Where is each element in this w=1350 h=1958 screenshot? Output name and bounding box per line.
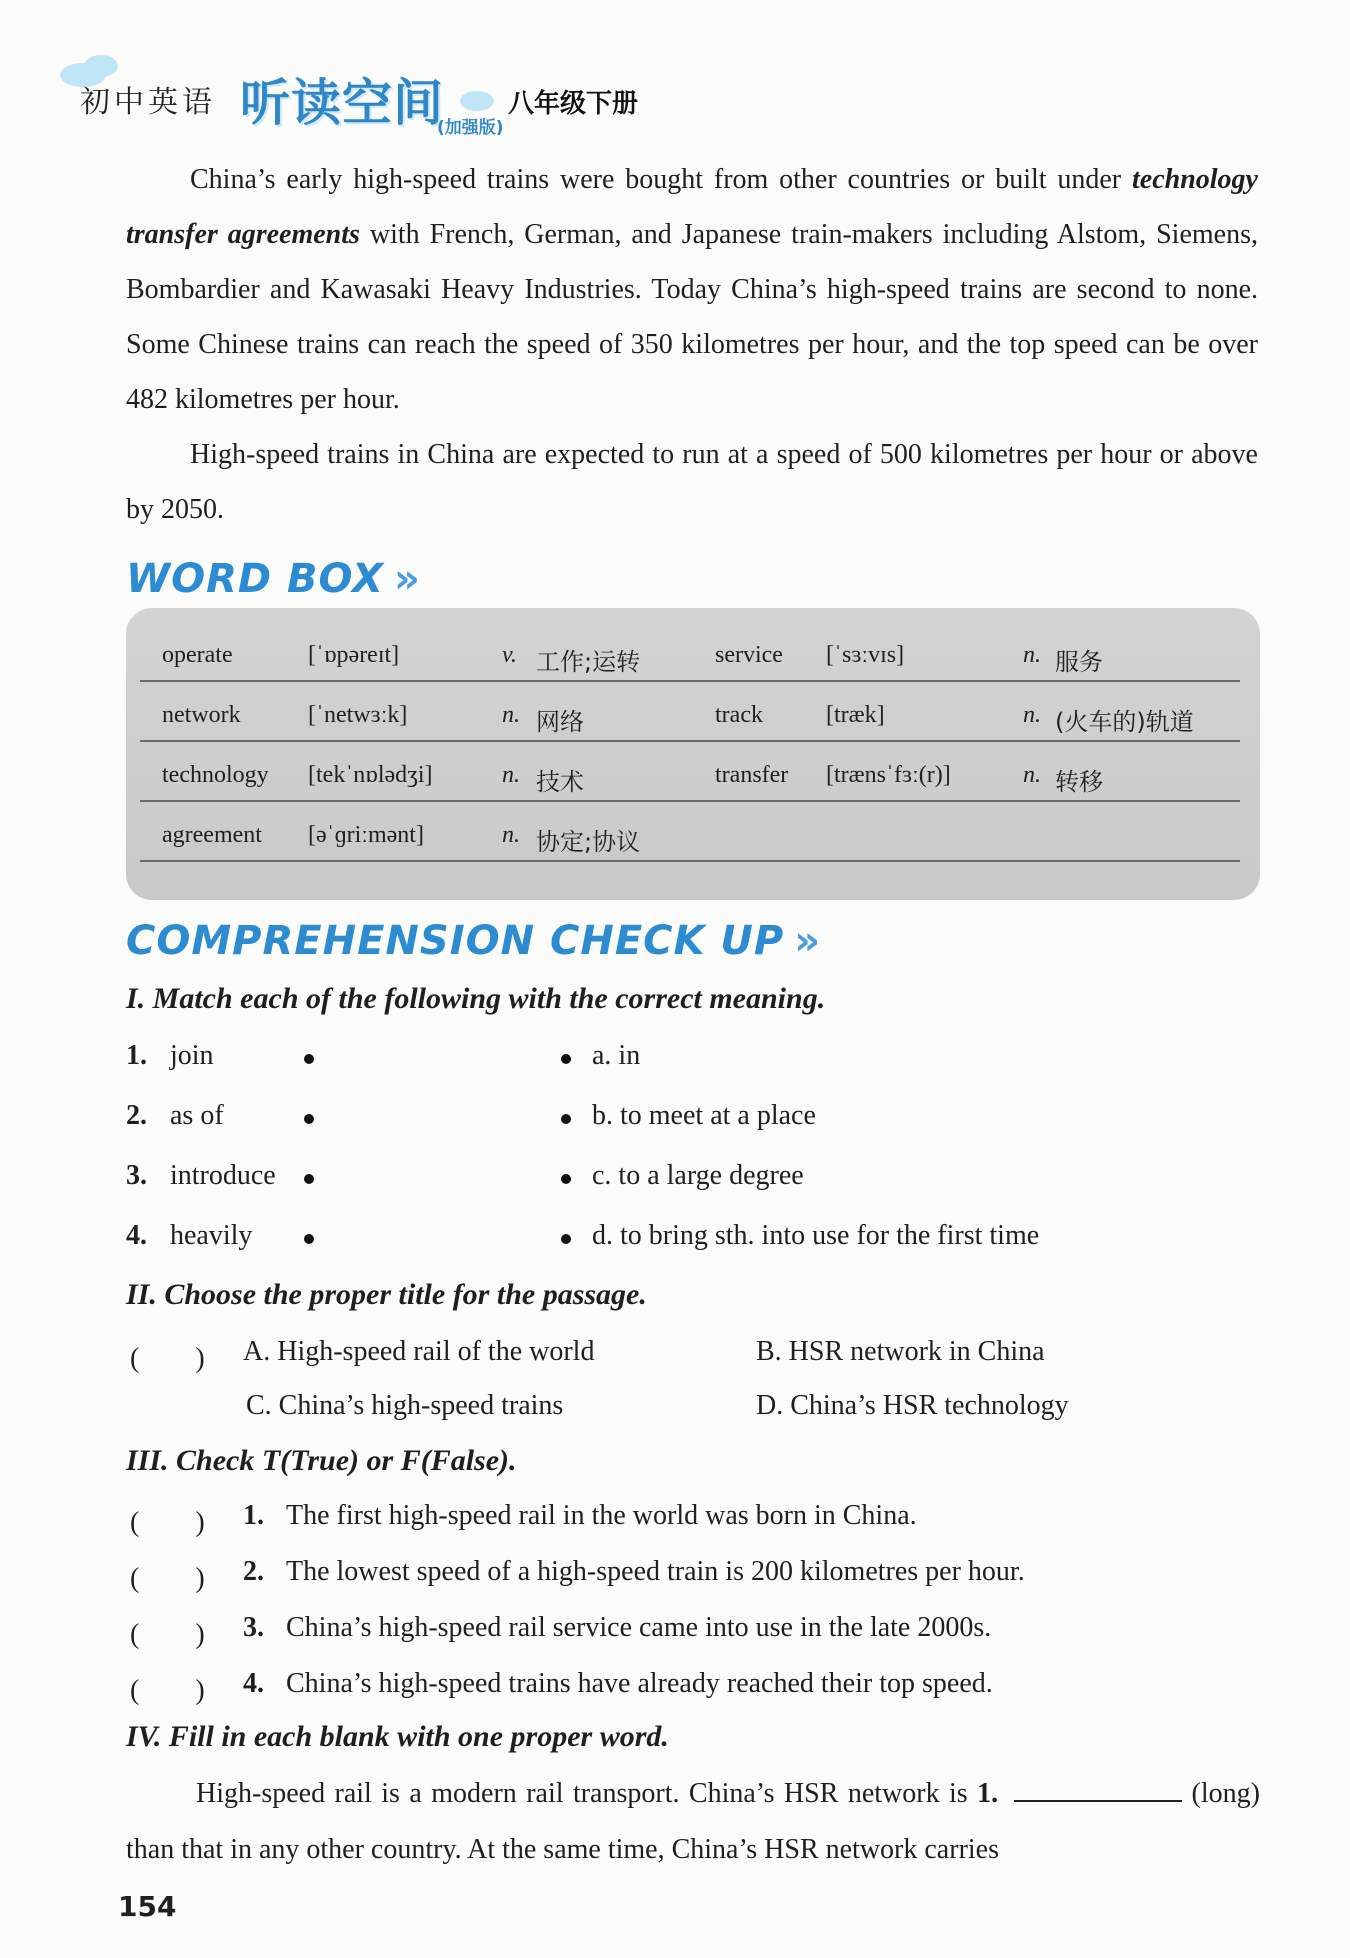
item-number: 1. <box>126 1040 147 1071</box>
item-number: 4. <box>243 1668 264 1699</box>
cloud-decoration <box>84 55 118 77</box>
vocab-word: technology <box>162 762 269 788</box>
option-b: B. HSR network in China <box>756 1336 1045 1367</box>
brand-logo: 听读空间 <box>240 74 444 132</box>
passage-paragraph: China’s early high-speed trains were bought from other countries or built under technology transfer agreements with French, German, and Japanese train-makers including Alstom, Siemens, Bombardier and Kawasaki Heavy Industries. Today China’s high-speed trains are second to none. Some Chinese trains can reach the speed of 350 kilometres per hour, and the top speed can be over 482 kilometres per hour. <box>126 164 1258 415</box>
match-row <box>126 1160 1126 1200</box>
vocab-row <box>126 802 1260 862</box>
exercise-title: IV. Fill in each blank with one proper word. <box>126 1720 669 1753</box>
option-d: D. China’s HSR technology <box>756 1390 1069 1421</box>
comprehension-heading: COMPREHENSION CHECK UP » <box>126 918 822 964</box>
match-dot-right[interactable] <box>561 1234 571 1244</box>
match-dot-left[interactable] <box>304 1234 314 1244</box>
item-number: 2. <box>126 1100 147 1131</box>
vocab-meaning: 协定;协议 <box>536 828 641 856</box>
match-dot-right[interactable] <box>561 1054 571 1064</box>
vocab-pos: n. <box>1023 702 1041 728</box>
match-dot-right[interactable] <box>561 1114 571 1124</box>
true-false-row <box>130 1612 1250 1654</box>
vocab-pos: n. <box>502 762 520 788</box>
exercise-title: I. Match each of the following with the correct meaning. <box>126 982 826 1015</box>
vocab-pos: n. <box>502 822 520 848</box>
vocab-phonetic: [əˈɡriːmənt] <box>308 822 424 848</box>
true-false-row <box>130 1668 1250 1710</box>
vocab-phonetic: [træk] <box>826 702 885 728</box>
item-number: 3. <box>126 1160 147 1191</box>
vocab-meaning: 转移 <box>1055 768 1103 796</box>
edition-label: (加强版) <box>437 118 504 138</box>
exercise-title: III. Check T(True) or F(False). <box>126 1444 517 1477</box>
statement-text: The lowest speed of a high-speed train is 200 kilometres per hour. <box>286 1556 1025 1587</box>
key-phrase: technology transfer agreements <box>126 164 1258 250</box>
passage-paragraph: High-speed trains in China are expected to run at a speed of 500 kilometres per hour or above by 2050. <box>126 439 1258 525</box>
match-word: introduce <box>170 1160 276 1191</box>
item-number: 1. <box>243 1500 264 1531</box>
word-box <box>126 608 1260 900</box>
cloud-decoration <box>460 91 494 111</box>
option-a: A. High-speed rail of the world <box>243 1336 595 1367</box>
true-false-row <box>130 1500 1250 1542</box>
vocab-meaning: (火车的)轨道 <box>1055 708 1194 736</box>
match-word: heavily <box>170 1220 253 1251</box>
vocab-word: operate <box>162 642 233 668</box>
vocab-pos: n. <box>502 702 520 728</box>
statement-text: The first high-speed rail in the world was born in China. <box>286 1500 917 1531</box>
match-dot-left[interactable] <box>304 1174 314 1184</box>
vocab-phonetic: [tekˈnɒlədʒi] <box>308 762 433 788</box>
answer-blank[interactable]: ( ) <box>130 1619 205 1650</box>
item-number: 3. <box>243 1612 264 1643</box>
match-dot-left[interactable] <box>304 1114 314 1124</box>
vocab-meaning: 网络 <box>536 708 584 736</box>
page-number: 154 <box>118 1890 177 1923</box>
item-number: 4. <box>126 1220 147 1251</box>
word-box-heading: WORD BOX » <box>126 556 421 602</box>
vocab-meaning: 工作;运转 <box>536 648 641 676</box>
vocab-word: transfer <box>715 762 789 788</box>
vocab-pos: n. <box>1023 762 1041 788</box>
statement-text: China’s high-speed rail service came into use in the late 2000s. <box>286 1612 992 1643</box>
match-meaning: c. to a large degree <box>592 1160 804 1191</box>
vocab-row <box>126 622 1260 682</box>
match-dot-right[interactable] <box>561 1174 571 1184</box>
answer-blank[interactable]: ( ) <box>130 1675 205 1706</box>
vocab-pos: n. <box>1023 642 1041 668</box>
vocab-word: service <box>715 642 783 668</box>
answer-blank[interactable]: ( ) <box>130 1563 205 1594</box>
grade-label: 八年级下册 <box>508 89 639 119</box>
match-meaning: d. to bring sth. into use for the first time <box>592 1220 1040 1251</box>
item-number: 2. <box>243 1556 264 1587</box>
chevron-right-icon: » <box>794 918 822 964</box>
match-meaning: b. to meet at a place <box>592 1100 816 1131</box>
vocab-meaning: 服务 <box>1055 648 1103 676</box>
option-c: C. China’s high-speed trains <box>246 1390 564 1421</box>
item-number: 1. <box>977 1778 999 1809</box>
vocab-phonetic: [ˈɒpəreɪt] <box>308 642 400 668</box>
true-false-row <box>130 1556 1250 1598</box>
match-row <box>126 1100 1126 1140</box>
exercise-title: II. Choose the proper title for the passage. <box>126 1278 647 1311</box>
answer-blank[interactable]: ( ) <box>130 1343 205 1374</box>
vocab-word: agreement <box>162 822 262 848</box>
chevron-right-icon: » <box>393 556 421 602</box>
vocab-pos: v. <box>502 642 517 668</box>
statement-text: China’s high-speed trains have already reached their top speed. <box>286 1668 993 1699</box>
fill-blank[interactable] <box>1014 1772 1182 1802</box>
match-meaning: a. in <box>592 1040 641 1071</box>
vocab-phonetic: [ˈnetwɜːk] <box>308 702 408 728</box>
match-word: as of <box>170 1100 224 1131</box>
row-divider <box>140 860 1240 862</box>
page-header <box>60 55 760 138</box>
vocab-phonetic: [trænsˈfɜː(r)] <box>826 762 951 788</box>
match-dot-left[interactable] <box>304 1054 314 1064</box>
vocab-word: network <box>162 702 241 728</box>
vocab-meaning: 技术 <box>536 768 584 796</box>
answer-blank[interactable]: ( ) <box>130 1507 205 1538</box>
vocab-row <box>126 742 1260 802</box>
vocab-row <box>126 682 1260 742</box>
match-row <box>126 1220 1126 1260</box>
fill-in-passage: High-speed rail is a modern rail transport. China’s HSR network is 1. (long) than that in any other country. At the same time, China’s HSR network carries <box>126 1766 1260 1878</box>
match-row <box>126 1040 1126 1080</box>
reading-passage <box>126 152 1258 537</box>
match-word: join <box>170 1040 214 1071</box>
vocab-word: track <box>715 702 763 728</box>
series-title: 初中英语 <box>80 85 216 120</box>
vocab-phonetic: [ˈsɜːvɪs] <box>826 642 905 668</box>
